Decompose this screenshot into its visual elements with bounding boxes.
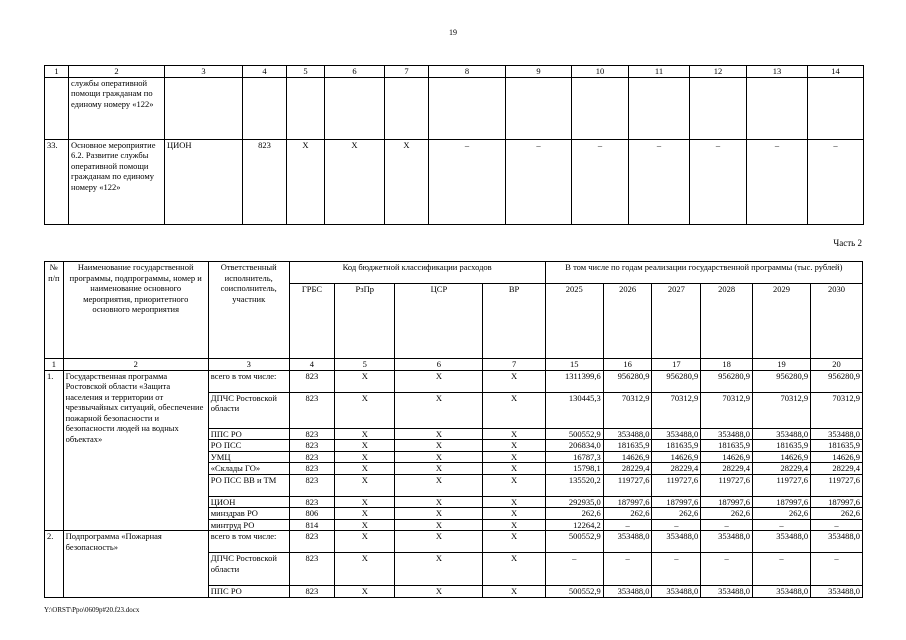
column-number: 17	[652, 359, 701, 371]
cell-value: 14626,9	[603, 451, 652, 463]
cell-vr: Х	[483, 428, 545, 440]
header-year-2027: 2027	[652, 284, 701, 359]
cell-value: 14626,9	[811, 451, 863, 463]
header-budget-code: Код бюджетной классификации расходов	[289, 262, 545, 284]
column-number: 10	[572, 66, 629, 78]
cell-csr: Х	[395, 474, 483, 496]
cell-csr: Х	[395, 508, 483, 520]
cell-csr: Х	[395, 440, 483, 452]
table-part2	[44, 261, 863, 598]
cell-name: Подпрограмма «Пожарная безопасность»	[63, 531, 208, 598]
cell-value: –	[808, 139, 864, 224]
cell-value: 15798,1	[545, 463, 603, 475]
cell-value: 353488,0	[603, 586, 652, 598]
cell-value: 16787,3	[545, 451, 603, 463]
page-number: 19	[449, 28, 457, 37]
cell-value: 14626,9	[701, 451, 753, 463]
cell-value: 28229,4	[811, 463, 863, 475]
cell-num: 1.	[45, 370, 64, 531]
column-number-row	[45, 359, 863, 371]
column-number: 7	[385, 66, 429, 78]
cell-value: 28229,4	[603, 463, 652, 475]
cell-rzpr: Х	[335, 519, 395, 531]
cell-exec: всего в том числе:	[208, 531, 289, 553]
cell-csr: Х	[395, 463, 483, 475]
cell-exec: всего в том числе:	[208, 370, 289, 392]
cell-exec: ЦИОН	[165, 139, 243, 224]
cell-value: 353488,0	[603, 531, 652, 553]
cell-value: 353488,0	[701, 531, 753, 553]
cell-rzpr: Х	[335, 553, 395, 586]
cell-value: 262,6	[701, 508, 753, 520]
cell-grbs: 823	[289, 531, 335, 553]
header-vr: ВР	[483, 284, 545, 359]
part-label: Часть 2	[833, 238, 862, 248]
column-number: 9	[506, 66, 572, 78]
cell-value: 500552,9	[545, 428, 603, 440]
cell-rzpr: Х	[335, 531, 395, 553]
cell-csr: Х	[395, 428, 483, 440]
column-number: 6	[325, 66, 385, 78]
cell-grbs: 806	[289, 508, 335, 520]
column-number: 11	[629, 66, 690, 78]
cell-value: –	[747, 139, 808, 224]
column-number: 4	[243, 66, 287, 78]
cell-value: 70312,9	[701, 392, 753, 428]
column-number: 18	[701, 359, 753, 371]
cell-exec: ЦИОН	[208, 496, 289, 508]
cell-rzpr: Х	[335, 463, 395, 475]
cell-value: 1311399,6	[545, 370, 603, 392]
cell-value: 353488,0	[652, 428, 701, 440]
column-number: 3	[208, 359, 289, 371]
column-number: 1	[45, 66, 69, 78]
cell-value: 187997,6	[753, 496, 811, 508]
cell-grbs: 823	[243, 139, 287, 224]
cell-value: 28229,4	[753, 463, 811, 475]
column-number: 16	[603, 359, 652, 371]
cell-name: Государственная программа Ростовской области «Защита населения и территории от чрезвычайных ситуаций, обеспечение пожарной безопасности и безопасности людей на водных объектах»	[63, 370, 208, 531]
cell-grbs: 823	[289, 451, 335, 463]
cell-value: 28229,4	[701, 463, 753, 475]
cell-value: 353488,0	[753, 428, 811, 440]
cell-value: 353488,0	[701, 428, 753, 440]
cell-exec: минздрав РО	[208, 508, 289, 520]
cell-vr: Х	[483, 553, 545, 586]
cell-value: 353488,0	[753, 586, 811, 598]
cell-value: 12264,2	[545, 519, 603, 531]
cell-value: 262,6	[652, 508, 701, 520]
header-num: № п/п	[45, 262, 64, 359]
table-row	[45, 77, 864, 139]
cell-rzpr: Х	[335, 428, 395, 440]
cell-csr: Х	[395, 531, 483, 553]
cell-csr: Х	[395, 496, 483, 508]
cell-grbs: 823	[289, 553, 335, 586]
cell-value: 262,6	[603, 508, 652, 520]
cell-value: –	[701, 553, 753, 586]
cell-rzpr: Х	[335, 440, 395, 452]
column-number: 5	[287, 66, 325, 78]
cell-value: 187997,6	[811, 496, 863, 508]
cell-value: 353488,0	[753, 531, 811, 553]
cell-csr: Х	[395, 553, 483, 586]
cell-value: 119727,6	[811, 474, 863, 496]
cell-csr: Х	[395, 519, 483, 531]
cell-grbs: 823	[289, 463, 335, 475]
cell-vr: Х	[483, 392, 545, 428]
cell-value: 70312,9	[603, 392, 652, 428]
cell-vr: Х	[483, 531, 545, 553]
cell-vr: Х	[483, 519, 545, 531]
cell-csr: Х	[395, 392, 483, 428]
cell-value: 262,6	[753, 508, 811, 520]
column-number: 2	[69, 66, 165, 78]
cell-value: –	[753, 519, 811, 531]
column-number: 12	[690, 66, 747, 78]
cell-num: 2.	[45, 531, 64, 598]
column-number: 1	[45, 359, 64, 371]
file-path-footer: Y:\ORST\Ppo\0609p#20.f23.docx	[44, 606, 140, 614]
cell-value: –	[753, 553, 811, 586]
header-csr: ЦСР	[395, 284, 483, 359]
cell-value: –	[506, 139, 572, 224]
column-number: 6	[395, 359, 483, 371]
cell-exec: «Склады ГО»	[208, 463, 289, 475]
cell-exec: РО ПСС	[208, 440, 289, 452]
cell-exec: ДПЧС Ростовской области	[208, 392, 289, 428]
cell-grbs: 823	[289, 392, 335, 428]
cell-grbs: 823	[289, 428, 335, 440]
cell-value: 262,6	[811, 508, 863, 520]
table-row	[45, 531, 863, 553]
cell-vr: Х	[483, 496, 545, 508]
cell-exec: УМЦ	[208, 451, 289, 463]
cell-value: 956280,9	[811, 370, 863, 392]
cell-value: –	[603, 553, 652, 586]
cell-csr: Х	[395, 370, 483, 392]
cell-value: 181635,9	[753, 440, 811, 452]
header-name: Наименование государственной программы, подпрограммы, номер и наименование основного мероприятия, приоритетного основного мероприятия	[63, 262, 208, 359]
cell-value: –	[545, 553, 603, 586]
cell-rzpr: Х	[335, 474, 395, 496]
column-number: 3	[165, 66, 243, 78]
cell-exec: РО ПСС ВВ и ТМ	[208, 474, 289, 496]
cell-value: 500552,9	[545, 586, 603, 598]
cell-value: 292935,0	[545, 496, 603, 508]
cell-value: –	[629, 139, 690, 224]
cell-value: 353488,0	[652, 586, 701, 598]
cell-rzpr: Х	[335, 451, 395, 463]
header-year-2025: 2025	[545, 284, 603, 359]
cell-value: 181635,9	[652, 440, 701, 452]
cell-value: 353488,0	[652, 531, 701, 553]
cell-value: 353488,0	[811, 531, 863, 553]
column-number: 4	[289, 359, 335, 371]
cell-value: –	[701, 519, 753, 531]
cell-value: 353488,0	[811, 428, 863, 440]
cell-name: Основное мероприятие 6.2. Развитие службы оперативной помощи гражданам по единому номеру «122»	[69, 139, 165, 224]
cell-vr: Х	[483, 451, 545, 463]
cell-value: –	[652, 553, 701, 586]
cell-exec: минтруд РО	[208, 519, 289, 531]
column-number: 14	[808, 66, 864, 78]
cell-value: 14626,9	[753, 451, 811, 463]
cell-vr: Х	[385, 139, 429, 224]
cell-rzpr: Х	[335, 496, 395, 508]
cell-value: 70312,9	[652, 392, 701, 428]
cell-exec: ППС РО	[208, 586, 289, 598]
cell-value: –	[811, 519, 863, 531]
column-number: 20	[811, 359, 863, 371]
cell-value: 262,6	[545, 508, 603, 520]
cell-vr: Х	[483, 463, 545, 475]
column-number: 19	[753, 359, 811, 371]
cell-vr: Х	[483, 586, 545, 598]
cell-value: 70312,9	[811, 392, 863, 428]
cell-rzpr: Х	[335, 508, 395, 520]
cell-value: 353488,0	[603, 428, 652, 440]
table-row	[45, 139, 864, 224]
cell-value: 28229,4	[652, 463, 701, 475]
column-number: 7	[483, 359, 545, 371]
cell-value: 130445,3	[545, 392, 603, 428]
column-number: 13	[747, 66, 808, 78]
cell-grbs: 823	[289, 474, 335, 496]
cell-value: 181635,9	[603, 440, 652, 452]
cell-vr: Х	[483, 370, 545, 392]
cell-vr: Х	[483, 508, 545, 520]
column-number: 2	[63, 359, 208, 371]
cell-grbs: 823	[289, 370, 335, 392]
cell-value: –	[572, 139, 629, 224]
header-rzpr: РзПр	[335, 284, 395, 359]
cell-rzpr: Х	[287, 139, 325, 224]
header-year-2029: 2029	[753, 284, 811, 359]
cell-value: 187997,6	[652, 496, 701, 508]
cell-rzpr: Х	[335, 392, 395, 428]
cell-value: –	[603, 519, 652, 531]
cell-value: 206834,0	[545, 440, 603, 452]
header-years-group: В том числе по годам реализации государственной программы (тыс. рублей)	[545, 262, 862, 284]
cell-value: 119727,6	[701, 474, 753, 496]
cell-rzpr: Х	[335, 370, 395, 392]
cell-grbs: 814	[289, 519, 335, 531]
cell-grbs: 823	[289, 440, 335, 452]
header-year-2030: 2030	[811, 284, 863, 359]
cell-num: 33.	[45, 139, 69, 224]
cell-value: 353488,0	[811, 586, 863, 598]
column-number: 5	[335, 359, 395, 371]
cell-value: –	[690, 139, 747, 224]
cell-value: 956280,9	[603, 370, 652, 392]
cell-exec: ППС РО	[208, 428, 289, 440]
cell-csr: Х	[395, 451, 483, 463]
cell-csr: Х	[395, 586, 483, 598]
cell-exec: ДПЧС Ростовской области	[208, 553, 289, 586]
cell-value: –	[652, 519, 701, 531]
table-row	[45, 370, 863, 392]
cell-name: службы оперативной помощи гражданам по единому номеру «122»	[69, 77, 165, 139]
header-year-2028: 2028	[701, 284, 753, 359]
column-number-row	[45, 66, 864, 78]
cell-value: 956280,9	[701, 370, 753, 392]
column-number: 15	[545, 359, 603, 371]
cell-rzpr: Х	[335, 586, 395, 598]
cell-value: 70312,9	[753, 392, 811, 428]
header-exec: Ответственный исполнитель, соисполнитель, участник	[208, 262, 289, 359]
cell-grbs: 823	[289, 496, 335, 508]
cell-vr: Х	[483, 440, 545, 452]
cell-value: 14626,9	[652, 451, 701, 463]
cell-value: 956280,9	[652, 370, 701, 392]
table-part1	[44, 65, 864, 225]
header-grbs: ГРБС	[289, 284, 335, 359]
cell-value: 181635,9	[811, 440, 863, 452]
cell-value: 956280,9	[753, 370, 811, 392]
cell-value: 119727,6	[603, 474, 652, 496]
cell-vr: Х	[483, 474, 545, 496]
cell-value: 187997,6	[603, 496, 652, 508]
cell-value: 353488,0	[701, 586, 753, 598]
cell-value: 119727,6	[753, 474, 811, 496]
column-number: 8	[429, 66, 506, 78]
header-year-2026: 2026	[603, 284, 652, 359]
cell-value: 135520,2	[545, 474, 603, 496]
cell-value: –	[811, 553, 863, 586]
cell-value: 500552,9	[545, 531, 603, 553]
cell-value: –	[429, 139, 506, 224]
cell-value: 181635,9	[701, 440, 753, 452]
cell-value: 119727,6	[652, 474, 701, 496]
cell-grbs: 823	[289, 586, 335, 598]
cell-csr: Х	[325, 139, 385, 224]
cell-value: 187997,6	[701, 496, 753, 508]
